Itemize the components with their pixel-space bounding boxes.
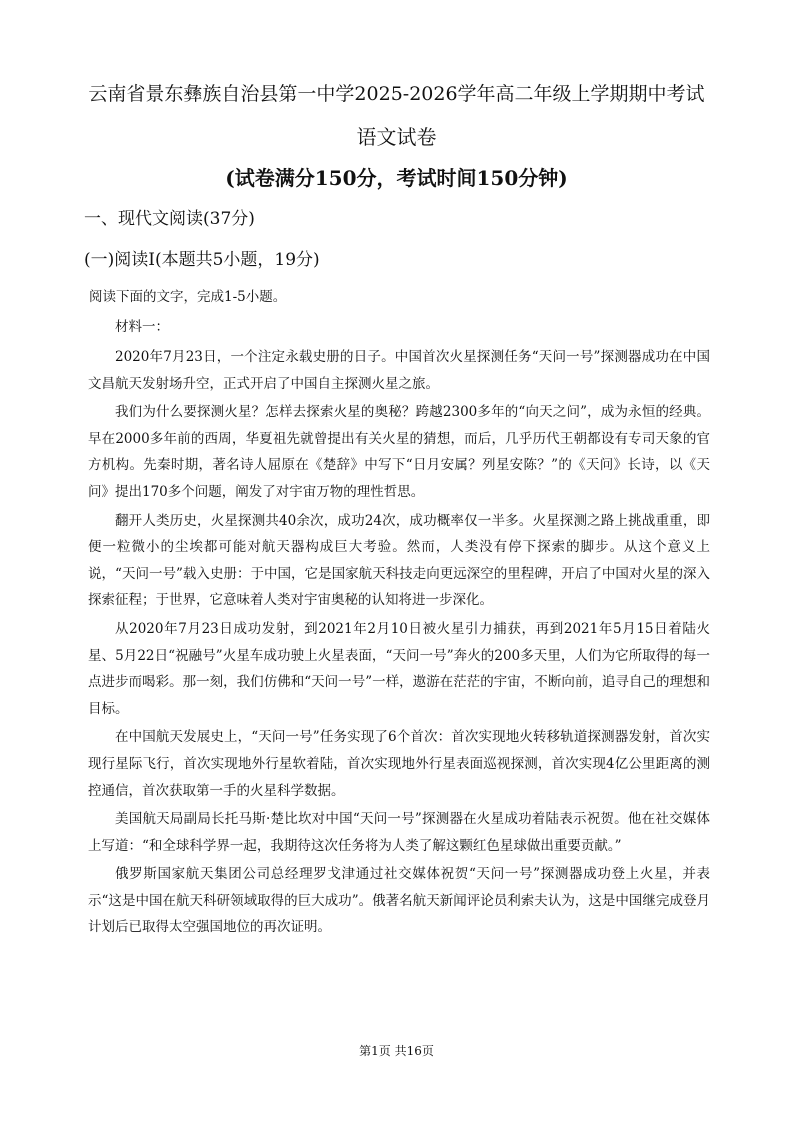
body-text — [88, 344, 710, 943]
exam-title: 云南省景东彝族自治县第一中学2025-2026学年高二年级上学期期中考试 — [88, 83, 705, 105]
paragraph: 美国航天局副局长托马斯·楚比坎对中国“天问一号”探测器在火星成功着陆表示祝贺。他在社交媒体上写道：“和全球科学界一起，我期待这次任务将为人类了解这颗红色星球做出重要贡献。” — [88, 811, 710, 854]
subsection-heading: (一)阅读I(本题共5小题，19分) — [84, 250, 320, 270]
paragraph: 在中国航天发展史上，“天问一号”任务实现了6个首次：首次实现地火转移轨道探测器发射，首次实现行星际飞行，首次实现地外行星软着陆，首次实现地外行星表面巡视探测，首次实现4亿公里距离的测控通信，首次获取第一手的火星科学数据。 — [88, 729, 710, 799]
material-label: 材料一： — [115, 319, 169, 335]
instruction: 阅读下面的文字，完成1-5小题。 — [89, 289, 287, 305]
paragraph: 从2020年7月23日成功发射，到2021年2月10日被火星引力捕获，再到2021年5月15日着陆火星、5月22日“祝融号”火星车成功驶上火星表面，“天问一号”奔火的200多天里，人们为它所取得的每一点进步而喝彩。那一刻，我们仿佛和“天问一号”一样，遨游在茫茫的宇宙，不断向前，追寻自己的理想和目标。 — [88, 620, 710, 717]
exam-info: (试卷满分150分，考试时间150分钟) — [225, 166, 568, 190]
paragraph: 我们为什么要探测火星？怎样去探索火星的奥秘？跨越2300多年的“向天之问”，成为永恒的经典。早在2000多年前的西周，华夏祖先就曾提出有关火星的猜想，而后，几乎历代王朝都设有专司天象的官方机构。先秦时期，著名诗人屈原在《楚辞》中写下“日月安属？列星安陈？”的《天问》长诗，以《天问》提出170多个问题，阐发了对宇宙万物的理性哲思。 — [88, 404, 710, 500]
paragraph: 2020年7月23日，一个注定永载史册的日子。中国首次火星探测任务“天问一号”探测器成功在中国文昌航天发射场升空，正式开启了中国自主探测火星之旅。 — [88, 349, 710, 392]
paragraph: 俄罗斯国家航天集团公司总经理罗戈津通过社交媒体祝贺“天问一号”探测器成功登上火星，并表示“这是中国在航天科研领域取得的巨大成功”。俄著名航天新闻评论员利索夫认为，这是中国继完成登月计划后已取得太空强国地位的再次证明。 — [88, 866, 710, 936]
paragraph: 翻开人类历史，火星探测共40余次，成功24次，成功概率仅一半多。火星探测之路上挑战重重，即便一粒微小的尘埃都可能对航天器构成巨大考验。然而，人类没有停下探索的脚步。从这个意义上说，“天问一号”载入史册：于中国，它是国家航天科技走向更远深空的里程碑，开启了中国对火星的深入探索征程；于世界，它意味着人类对宇宙奥秘的认知将进一步深化。 — [88, 512, 710, 609]
page-footer: 第1页 共16页 — [359, 1044, 434, 1058]
subject-title: 语文试卷 — [356, 125, 437, 149]
section-heading: 一、现代文阅读(37分) — [84, 209, 255, 229]
